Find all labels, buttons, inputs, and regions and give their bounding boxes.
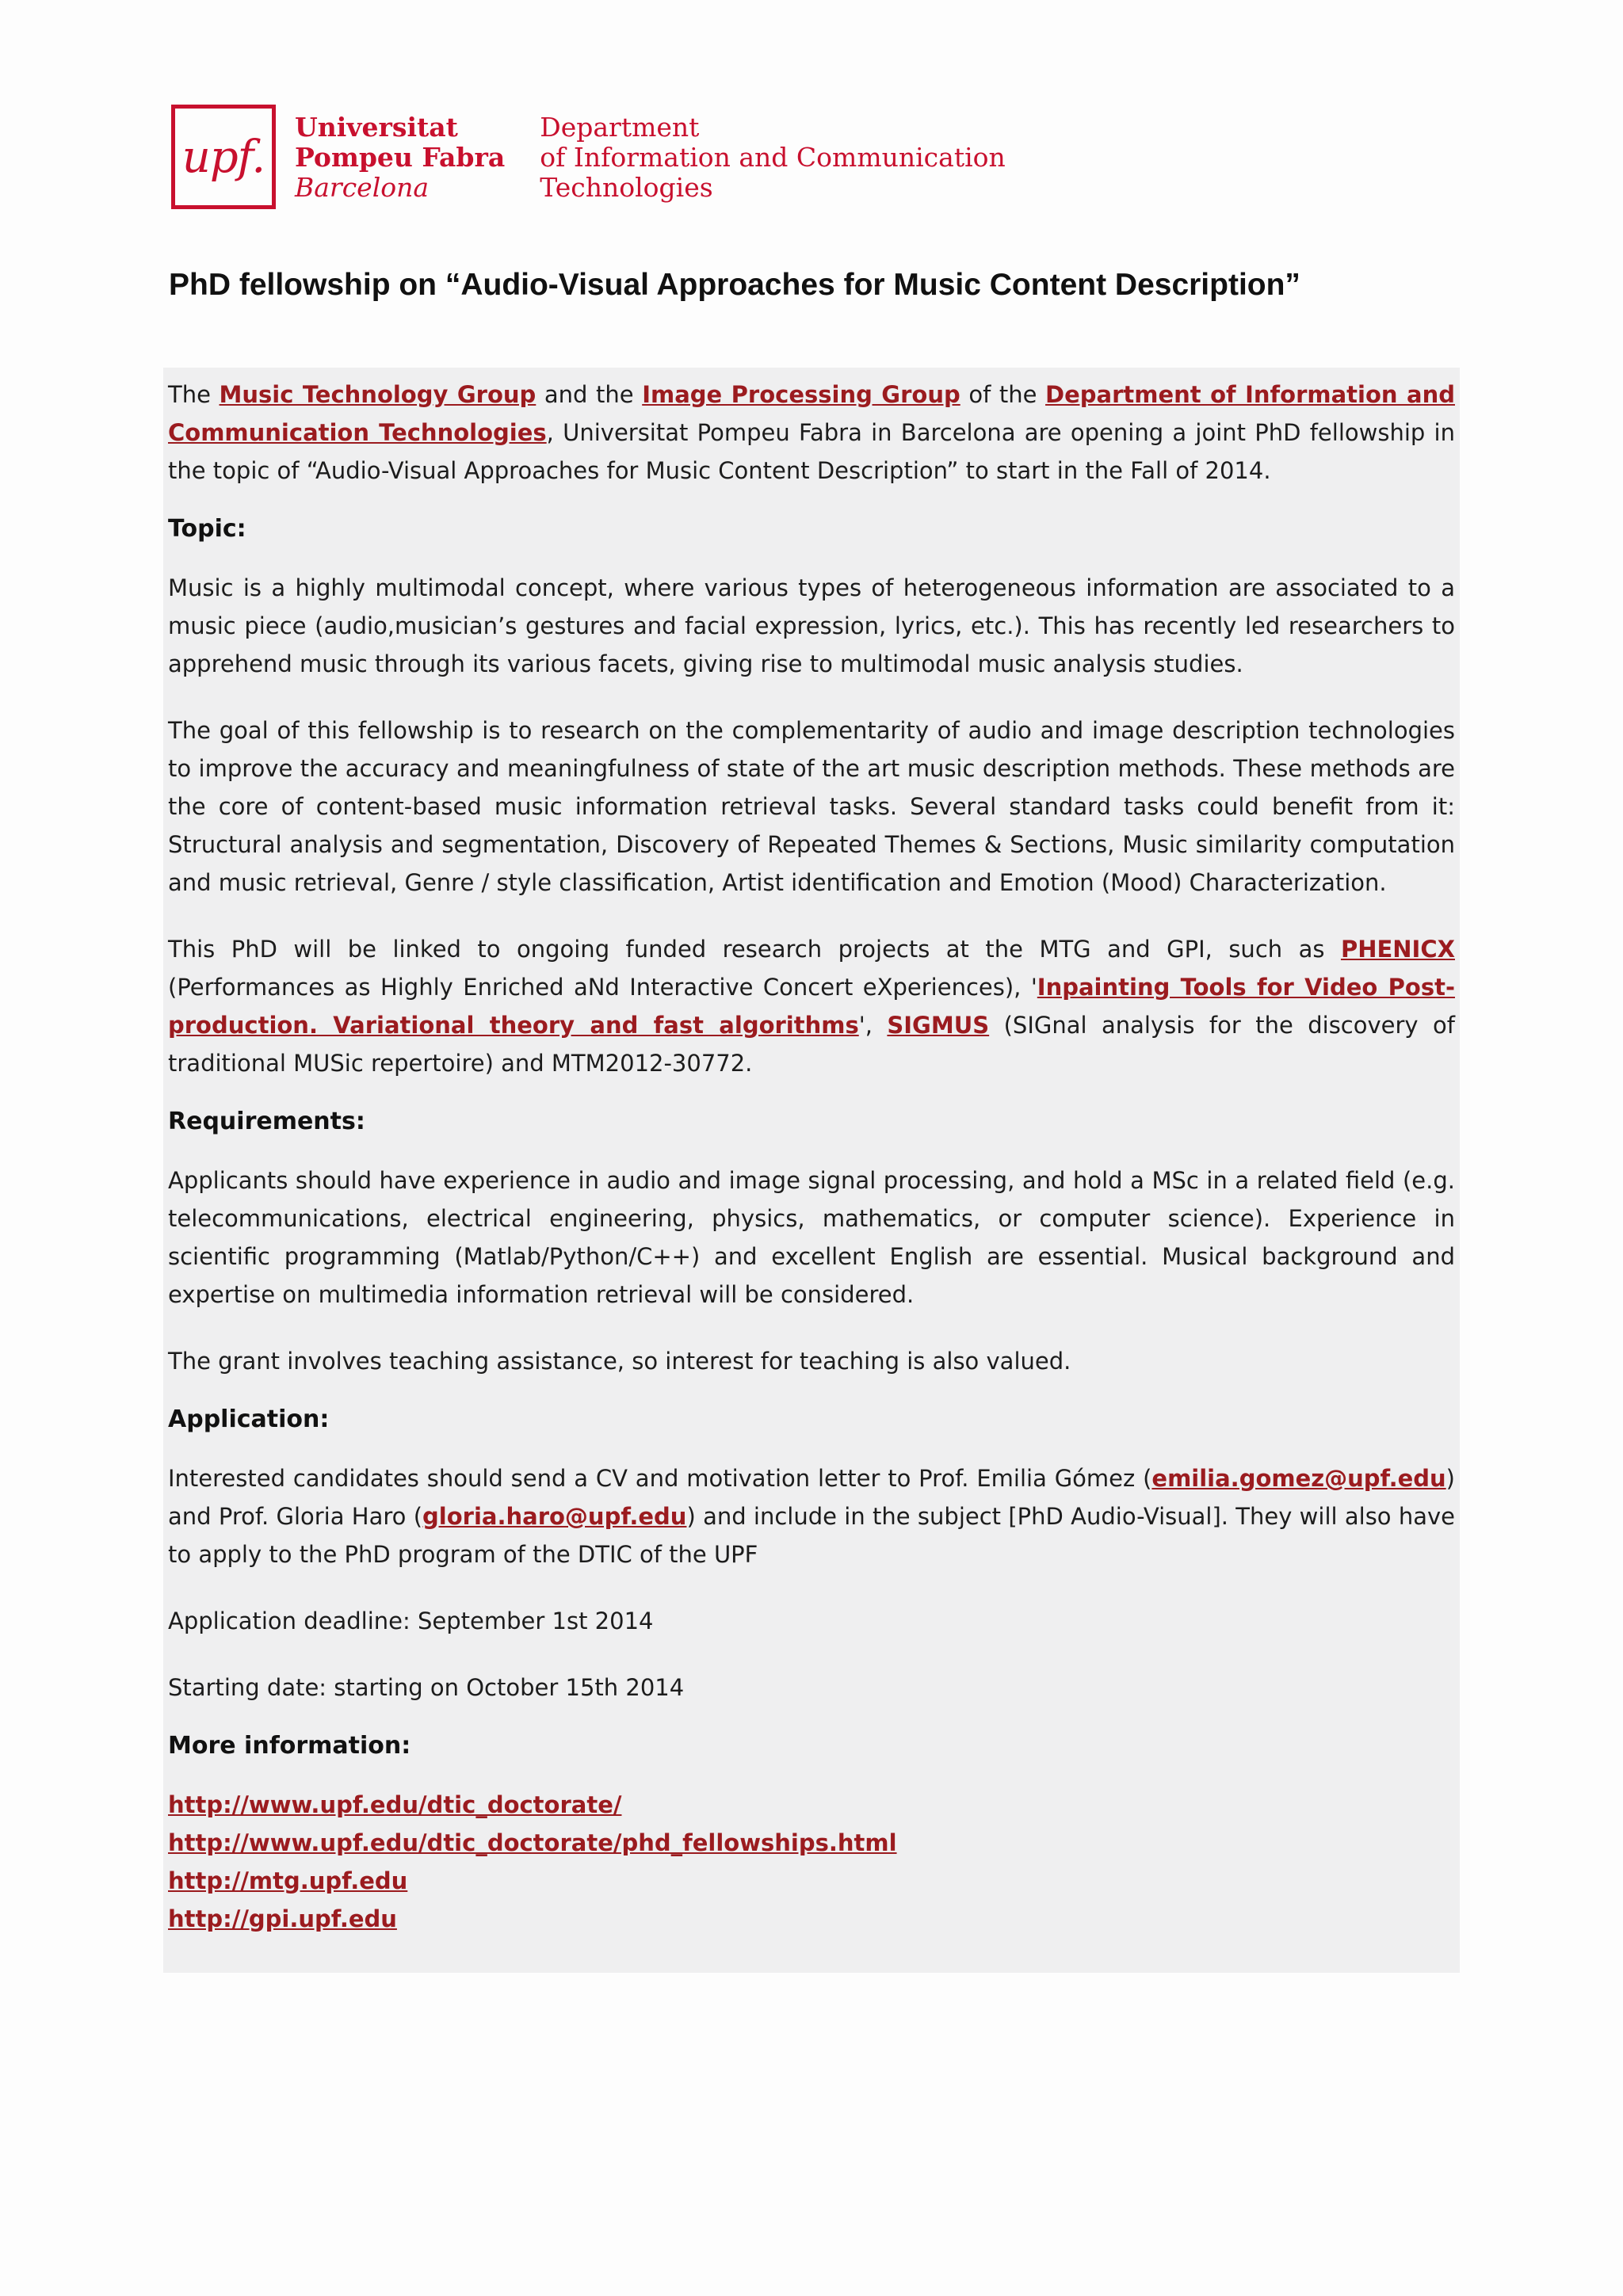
topic-p3-text-3: ',	[858, 1012, 888, 1039]
music-technology-group-link[interactable]: Music Technology Group	[219, 381, 537, 408]
header-logo	[171, 105, 1006, 209]
intro-text-3: of the	[960, 381, 1046, 408]
requirements-heading: Requirements:	[168, 1108, 365, 1135]
application-heading: Application:	[168, 1405, 330, 1433]
requirements-paragraph-2: The grant involves teaching assistance, so interest for teaching is also valued.	[168, 1348, 1071, 1375]
university-name	[295, 113, 505, 203]
intro-text-4: , Universitat Pompeu Fabra in Barcelona are opening a joint PhD fellowship in the topic of “Audio-Visual Approaches for Music Content Description” to start in the Fall of 2014.	[168, 419, 1455, 484]
topic-p3-text-1: This PhD will be linked to ongoing funded research projects at the MTG and GPI, such as	[168, 936, 1341, 963]
topic-p3-text-2: (Performances as Highly Enriched aNd Interactive Concert eXperiences), '	[168, 974, 1037, 1001]
application-deadline: Application deadline: September 1st 2014	[168, 1608, 654, 1634]
university-line-2: Pompeu Fabra	[295, 142, 506, 173]
topic-heading: Topic:	[168, 515, 246, 543]
email-gomez-link[interactable]: emilia.gomez@upf.edu	[1151, 1465, 1446, 1492]
topic-paragraph-1: Music is a highly multimodal concept, where various types of heterogeneous information are associated to a music piece (audio,musician’s gestures and facial expression, lyrics, etc.). This has recently led researchers to apprehend music through its various facets, giving rise to multimodal music analysis studies.	[168, 574, 1455, 677]
email-haro-link[interactable]: gloria.haro@upf.edu	[422, 1503, 687, 1530]
application-text-2: ) and Prof. Gloria Haro (	[168, 1465, 1455, 1530]
more-info-links	[168, 1786, 1455, 1938]
page-title: PhD fellowship on “Audio-Visual Approaches for Music Content Description”	[169, 268, 1300, 302]
mtg-link[interactable]: http://mtg.upf.edu	[168, 1867, 408, 1894]
university-line-1: Universitat	[295, 112, 458, 143]
department-line-1: Department	[540, 112, 700, 143]
image-processing-group-link[interactable]: Image Processing Group	[642, 381, 960, 408]
starting-date: Starting date: starting on October 15th 2014	[168, 1674, 685, 1701]
phd-fellowships-link[interactable]: http://www.upf.edu/dtic_doctorate/phd_fellowships.html	[168, 1829, 897, 1856]
application-text-3: ) and include in the subject [PhD Audio-Visual]. They will also have to apply to the PhD program of the DTIC of the UPF	[168, 1503, 1456, 1568]
main-content	[163, 368, 1460, 1973]
topic-paragraph-3	[168, 930, 1455, 1082]
intro-text-2: and the	[536, 381, 643, 408]
inpainting-tools-link[interactable]: Inpainting Tools for Video Post-production. Variational theory and fast algorithms	[168, 974, 1455, 1039]
application-paragraph	[168, 1459, 1455, 1573]
more-info-heading: More information:	[168, 1732, 411, 1760]
phenicx-link[interactable]: PHENICX	[1340, 936, 1455, 963]
upf-logo-icon: upf.	[171, 105, 276, 209]
gpi-link[interactable]: http://gpi.upf.edu	[168, 1905, 397, 1932]
department-link[interactable]: Department of Information and Communication Technologies	[168, 381, 1455, 446]
dtic-doctorate-link[interactable]: http://www.upf.edu/dtic_doctorate/	[168, 1791, 622, 1818]
department-name	[540, 113, 1006, 203]
intro-paragraph	[168, 376, 1455, 490]
university-line-3: Barcelona	[295, 172, 430, 203]
department-line-3: Technologies	[540, 172, 713, 203]
sigmus-link[interactable]: SIGMUS	[887, 1012, 990, 1039]
topic-paragraph-2: The goal of this fellowship is to research on the complementarity of audio and image description technologies to improve the accuracy and meaningfulness of state of the art music description methods. These methods are the core of content-based music information retrieval tasks. Several standard tasks could benefit from it: Structural analysis and segmentation, Discovery of Repeated Themes & Sections, Music similarity computation and music retrieval, Genre / style classification, Artist identification and Emotion (Mood) Characterization.	[168, 717, 1455, 896]
application-text-1: Interested candidates should send a CV and motivation letter to Prof. Emilia Gómez (	[168, 1465, 1152, 1492]
requirements-paragraph-1: Applicants should have experience in audio and image signal processing, and hold a MSc in a related field (e.g. telecommunications, electrical engineering, physics, mathematics, or computer science). Experience in scientific programming (Matlab/Python/C++) and excellent English are essential. Musical background and expertise on multimedia information retrieval will be considered.	[168, 1167, 1455, 1308]
topic-p3-text-4: (SIGnal analysis for the discovery of traditional MUSic repertoire) and MTM2012-30772.	[168, 1012, 1455, 1077]
intro-text-1: The	[168, 381, 220, 408]
department-line-2: of Information and Communication	[540, 142, 1006, 173]
